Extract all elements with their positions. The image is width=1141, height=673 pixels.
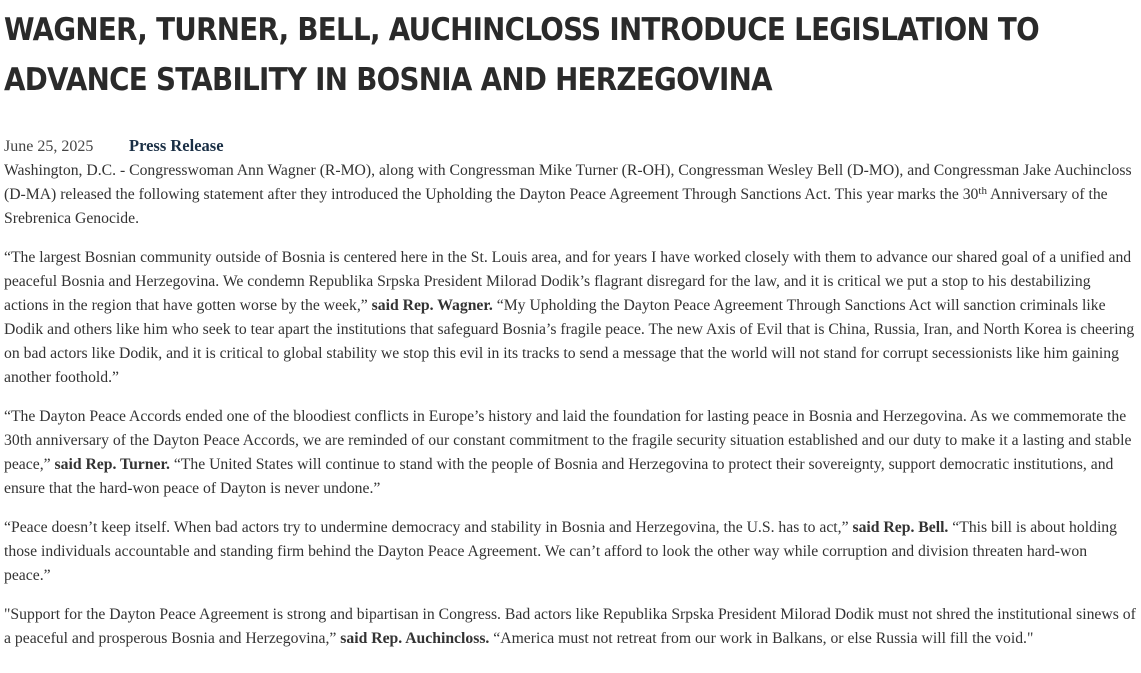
headline: WAGNER, TURNER, BELL, AUCHINCLOSS INTRODUCE LEGISLATION TO ADVANCE STABILITY IN BOSNIA AND HERZEGOVINA — [4, 12, 1039, 98]
intro-paragraph — [4, 159, 1136, 231]
press-release-article — [4, 0, 1136, 666]
wagner-quote-paragraph — [4, 246, 1136, 390]
auchincloss-quote-b: “America must not retreat from our work in Balkans, or else Russia will fill the void." — [489, 630, 1034, 647]
wagner-quote-a: “The largest Bosnian community outside of Bosnia is centered here in the St. Louis area, and for years I have worked closely with them to advance our shared goal of a unified and peaceful Bosnia and Herzegovina. We condemn Republika Srpska President Milorad Dodik’s flagrant disregard for the law, and it is critical we put a stop to his destabilizing actions in the region that have gotten worse by the week,” — [4, 249, 1132, 314]
wagner-quote-b: “My Upholding the Dayton Peace Agreement Through Sanctions Act will sanction criminals like Dodik and others like him who seek to tear apart the institutions that safeguard Bosnia’s fragile peace. The new Axis of Evil that is China, Russia, Iran, and North Korea is cheering on bad actors like Dodik, and it is critical to global stability we stop this evil in its tracks to send a message that the world will not stand for corrupt secessionists like him gaining another foothold.” — [4, 297, 1135, 386]
intro-text-b: Anniversary of the Srebrenica Genocide. — [4, 186, 1108, 227]
bell-quote-paragraph — [4, 516, 1136, 588]
bell-attribution: said Rep. Bell. — [852, 519, 949, 536]
intro-ordinal-suffix: th — [978, 185, 987, 197]
publish-date: June 25, 2025 — [4, 138, 94, 155]
turner-quote-paragraph — [4, 405, 1136, 501]
article-body — [4, 159, 1136, 651]
auchincloss-quote-paragraph — [4, 603, 1136, 651]
bell-quote-a: “Peace doesn’t keep itself. When bad actors try to undermine democracy and stability in Bosnia and Herzegovina, the U.S. has to act,” — [4, 519, 853, 536]
bell-quote-b: “This bill is about holding those individuals accountable and standing firm behind the Dayton Peace Agreement. We can’t afford to look the other way while corruption and division threaten hard-won peace.” — [4, 519, 1117, 584]
article-meta — [4, 135, 1136, 157]
auchincloss-attribution: said Rep. Auchincloss. — [340, 630, 490, 647]
auchincloss-quote-a: "Support for the Dayton Peace Agreement is strong and bipartisan in Congress. Bad actors like Republika Srpska President Milorad Dodik must not shred the institutional sinews of a peaceful and prosperous Bosnia and Herzegovina,” — [4, 606, 1136, 647]
turner-attribution: said Rep. Turner. — [54, 456, 170, 473]
wagner-attribution: said Rep. Wagner. — [371, 297, 493, 314]
turner-quote-b: “The United States will continue to stand with the people of Bosnia and Herzegovina to protect their sovereignty, support democratic institutions, and ensure that the hard-won peace of Dayton is never undone.” — [4, 456, 1114, 497]
turner-quote-a: “The Dayton Peace Accords ended one of the bloodiest conflicts in Europe’s history and laid the foundation for lasting peace in Bosnia and Herzegovina. As we commemorate the 30th anniversary of the Dayton Peace Accords, we are reminded of our constant commitment to the fragile security situation established and our duty to make it a lasting and stable peace,” — [4, 408, 1132, 473]
intro-text-a: Washington, D.C. - Congresswoman Ann Wagner (R-MO), along with Congressman Mike Turner (R-OH), Congressman Wesley Bell (D-MO), and Congressman Jake Auchincloss (D-MA) released the following statement after they introduced the Upholding the Dayton Peace Agreement Through Sanctions Act. This year marks the 30 — [4, 162, 1132, 203]
category-label: Press Release — [129, 136, 224, 155]
